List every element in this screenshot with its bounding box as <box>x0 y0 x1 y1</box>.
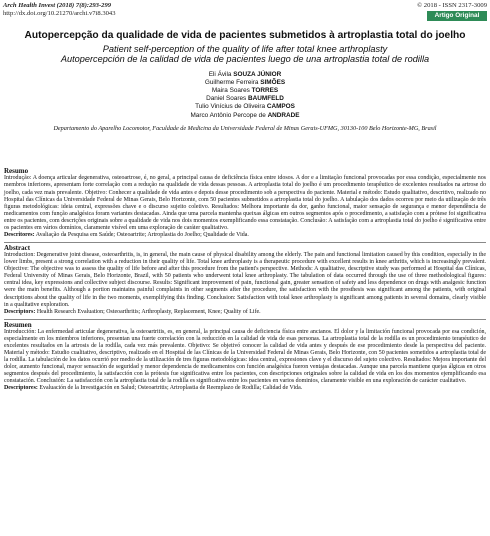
abstract-text: Introduction: Degenerative joint disease, osteoarthritis, is, in general, the main cause of physical disability among the elderly. The pain and functional limitation caused by this condition, especially in the lower limbs, present a strong correlation with a reduction in their quality of life. Total knee arthroplasty is a therapeutic procedure with excellent results in knee arthritis, which is increasingly prevalent. Objective: The objective was to assess the quality of life before and after this procedure from the patient's perspective. Methods: A qualitative, descriptive study was performed at Hospital das Clínicas, Federal University of Minas Gerais, Belo Horizonte, Brazil, with 50 patients who underwent total knee arthroplasty. The tabulation of data occurred through the use of three methodological figures: central idea, key expressions and collective subject discourse. Results: Significant improvement of pain, functional gain, greater sensation of safety and less dependence on drugs with analgesic function were the main benefits. Although a portion maintains painful complaints in other segments after the procedure, the satisfaction with the prosthesis was significant among the patients, with original descriptions about the quality of life in the two moments, exemplifying this finding. Conclusion: Satisfaction with total knee arthroplasty is significant among patients in several domains, clearly visible in a qualitative exploration. <box>4 252 486 308</box>
page-header <box>3 2 487 24</box>
copyright-issn: © 2018 - ISSN 2317-3009 <box>417 2 487 9</box>
resumo-text: Introdução: A doença articular degenerativa, osteoartrose, é, no geral, a principal causa de deficiência física entre idosos. A dor e a limitação funcional provocadas por essa condição, especialmente nos membros inferiores, apresentam forte correlação com a redução na qualidade de vida dessas pessoas. A artroplastia total do joelho é um procedimento terapêutico de excelentes resultados na artrose do joelho, cada vez mais prevalente. Objetivo: Conhecer a qualidade de vida antes e depois desse procedimento sob a perspectiva do paciente. Material e método: Estudo qualitativo, descritivo, realizado no Hospital das Clínicas da Universidade Federal de Minas Gerais, Belo Horizonte, com 50 pacientes submetidos a artroplastia total do joelho. A tabulação dos dados ocorreu por meio da utilização de três figuras metodológicas: ideia central, expressões chave e o discurso sujeito coletivo. Resultados: Melhora importante da dor, ganho funcional, maior sensação de segurança e menor dependência de medicamentos com função analgésica foram variantes destacadas. Ainda que uma parcela mantenha queixas álgicas em outros segmentos após o procedimento, a satisfação com a prótese foi significativa entre os pacientes, com descrições originais sobre a qualidade de vida nos dois momentos exemplificando essa constatação. Conclusão: A satisfação com a artroplastia total do joelho é significativa entre os pacientes em vários domínios, claramente visível em uma exploração de caráter qualitativo. <box>4 175 486 231</box>
doi-link[interactable]: http://dx.doi.org/10.21270/archi.v7i8.3043 <box>3 10 116 17</box>
resumen-section <box>4 321 486 393</box>
author: Tulio Vinícius de Oliveira CAMPOS <box>195 103 295 111</box>
abstract-section <box>4 244 486 316</box>
resumen-text: Introducción: La enfermedad articular degenerativa, la osteoartritis, es, en general, la principal causa de deficiencia física entre ancianos. El dolor y la limitación funcional provocada por esa condición, especialmente en los miembros inferiores, presentan una fuerte correlación con la reducción en la calidad de vida de esas personas. La artroplastia total de la rodilla es un procedimiento terapéutico de excelentes resultados en la artrosis de la rodilla, cada vez más prevalente. Objetivo: Se objetivó conocer la calidad de vida antes y después de ese procedimiento desde la perspectiva del paciente. Material y método: Estudio cualitativo, descriptivo, realizado en el Hospital de las Clínicas de la Universidad Federal de Minas Gerais, Belo Horizonte, con 50 pacientes sometidos a artroplastia total de la rodilla. La tabulación de los datos ocurrió por medio de la utilización de tres figuras metodológicas: idea central, expresiones clave y el discurso del sujeto colectivo. Resultados: Mejora importante del dolor, aumento funcional, mayor sensación de seguridad y menor dependencia de medicamentos con función analgésica fueron ventajas destacadas. Aunque una parcela mantiene quejas álgicas en otros segmentos después del procedimiento, la satisfacción con la prótesis fue significativa entre los pacientes, con descripciones originales sobre la calidad de vida en los dos momentos ejemplificando esa constatación. Conclusión: La satisfacción con la artroplastia total de la rodilla es significativa entre los pacientes en varios dominios, claramente visible en una exploración de carácter cualitativo. <box>4 329 486 385</box>
section-divider <box>4 319 486 320</box>
affiliation: Departamento do Aparelho Locomotor, Faculdade de Medicina da Universidade Federal de Minas Gerais-UFMG, 30130-100 Belo Horizonte-MG, Brasil <box>53 124 437 132</box>
header-left <box>3 2 116 18</box>
section-divider <box>4 242 486 243</box>
journal-citation: Arch Health Invest (2018) 7(8):293-299 <box>3 2 112 9</box>
article-type-badge: Artigo Original <box>427 11 487 21</box>
title-portuguese: Autopercepção da qualidade de vida de pacientes submetidos à artroplastia total do joelho <box>24 30 466 41</box>
abstract-heading: Abstract <box>4 243 31 252</box>
author: Maira Soares TORRES <box>211 86 279 94</box>
author: Guilherme Ferreira SIMÕES <box>204 78 286 86</box>
title-spanish: Autopercepción de la calidad de vida de pacientes luego de una artroplastia total de rodilla <box>60 54 430 64</box>
resumo-section <box>4 167 486 239</box>
abstract-body <box>4 167 486 395</box>
resumo-heading: Resumo <box>4 167 29 175</box>
resumen-heading: Resumen <box>4 320 32 329</box>
resumen-descriptors: Descriptores: Evaluación de la Investigación en Salud; Osteoartritis; Artroplastia de Reemplazo de Rodilla; Calidad de Vida. <box>4 385 303 392</box>
author: Marco Antônio Percope de ANDRADE <box>190 111 300 119</box>
author-list <box>10 71 480 120</box>
title-block <box>10 30 480 132</box>
resumo-descriptors: Descritores: Avaliação da Pesquisa em Saúde; Osteoartrite; Artroplastia do Joelho; Qualidade de Vida. <box>4 231 249 238</box>
abstract-descriptors: Descriptors: Health Research Evaluation; Osteoarthritis; Arthroplasty, Replacement, Knee; Quality of Life. <box>4 308 261 315</box>
author: Daniel Soares BAUMFELD <box>206 95 284 103</box>
author: Eli Ávila SOUZA JÚNIOR <box>208 70 282 78</box>
title-english: Patient self-perception of the quality of life after total knee arthroplasty <box>102 43 388 54</box>
